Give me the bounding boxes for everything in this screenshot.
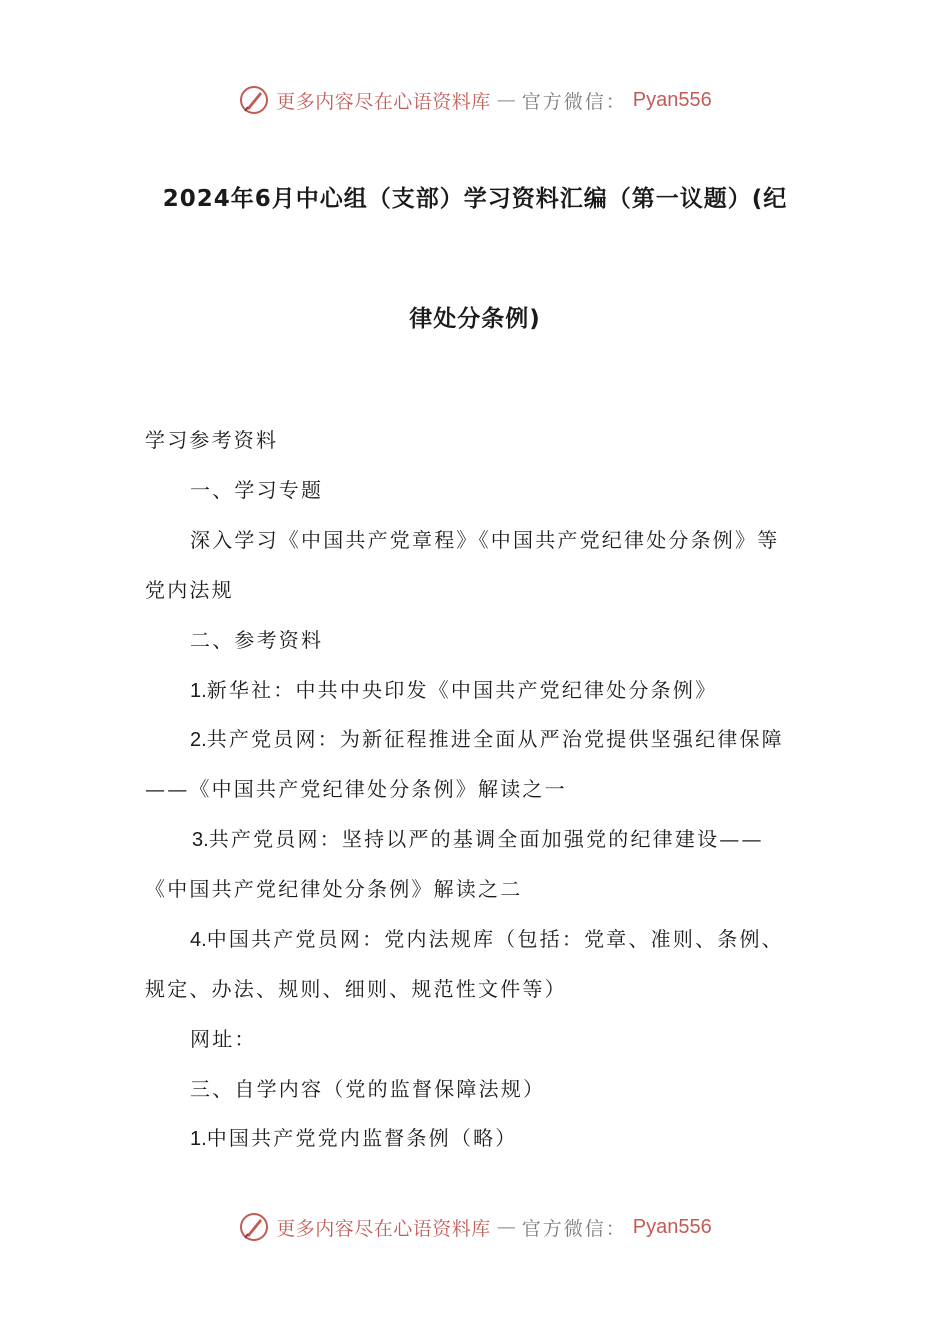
self-study-1-text: 中国共产党党内监督条例（略） [206,1126,518,1150]
self-study-1-number: 1. [190,1128,207,1150]
reference-4-number: 4. [190,929,207,951]
section-3-title: 三、自学内容（党的监督保障法规） [190,1077,546,1101]
watermark-dash: — [496,1216,516,1238]
footer-watermark [0,1211,950,1243]
reference-3-number: 3. [192,829,209,851]
watermark-brand: 更多内容尽在心语资料库 [276,1217,491,1240]
reference-4-text-line-1: 中国共产党员网：党内法规库（包括：党章、准则、条例、 [206,927,784,951]
reference-3-text-line-2: 《中国共产党纪律处分条例》解读之二 [145,877,523,901]
quill-logo-icon [238,1211,270,1243]
reference-1-number: 1. [190,680,207,702]
watermark-brand: 更多内容尽在心语资料库 [276,90,491,113]
header-watermark [0,84,950,116]
watermark-dash: — [496,89,516,111]
reference-item-3 [192,823,764,852]
watermark-wechat-label: 官方微信： [521,90,627,113]
reference-item-1 [190,674,717,703]
section-2-title: 二、参考资料 [190,628,324,652]
watermark-wechat-id: Pyan556 [632,88,712,111]
watermark-wechat-id: Pyan556 [632,1215,712,1238]
quill-logo-icon [238,84,270,116]
section-1-text-line-2: 党内法规 [145,578,234,602]
self-study-item-1 [190,1122,518,1151]
reference-1-text: 新华社：中共中央印发《中国共产党纪律处分条例》 [206,678,718,702]
reference-2-text-line-1: 共产党员网：为新征程推进全面从严治党提供坚强纪律保障 [206,727,784,751]
watermark-wechat-label: 官方微信： [521,1217,627,1240]
section-heading: 学习参考资料 [145,428,279,452]
reference-2-text-line-2: ——《中国共产党纪律处分条例》解读之一 [145,777,567,801]
document-title-line-2: 律处分条例) [409,306,541,332]
reference-2-number: 2. [190,729,207,751]
section-1-title: 一、学习专题 [190,478,324,502]
url-label: 网址： [190,1027,257,1051]
reference-item-4 [190,923,784,952]
reference-item-2 [190,723,784,752]
reference-4-text-line-2: 规定、办法、规则、细则、规范性文件等） [145,977,567,1001]
document-title-line-1: 2024年6月中心组（支部）学习资料汇编（第一议题）(纪 [162,186,788,212]
reference-3-text-line-1: 共产党员网：坚持以严的基调全面加强党的纪律建设—— [208,827,764,851]
section-1-text-line-1: 深入学习《中国共产党章程》《中国共产党纪律处分条例》等 [190,528,780,552]
